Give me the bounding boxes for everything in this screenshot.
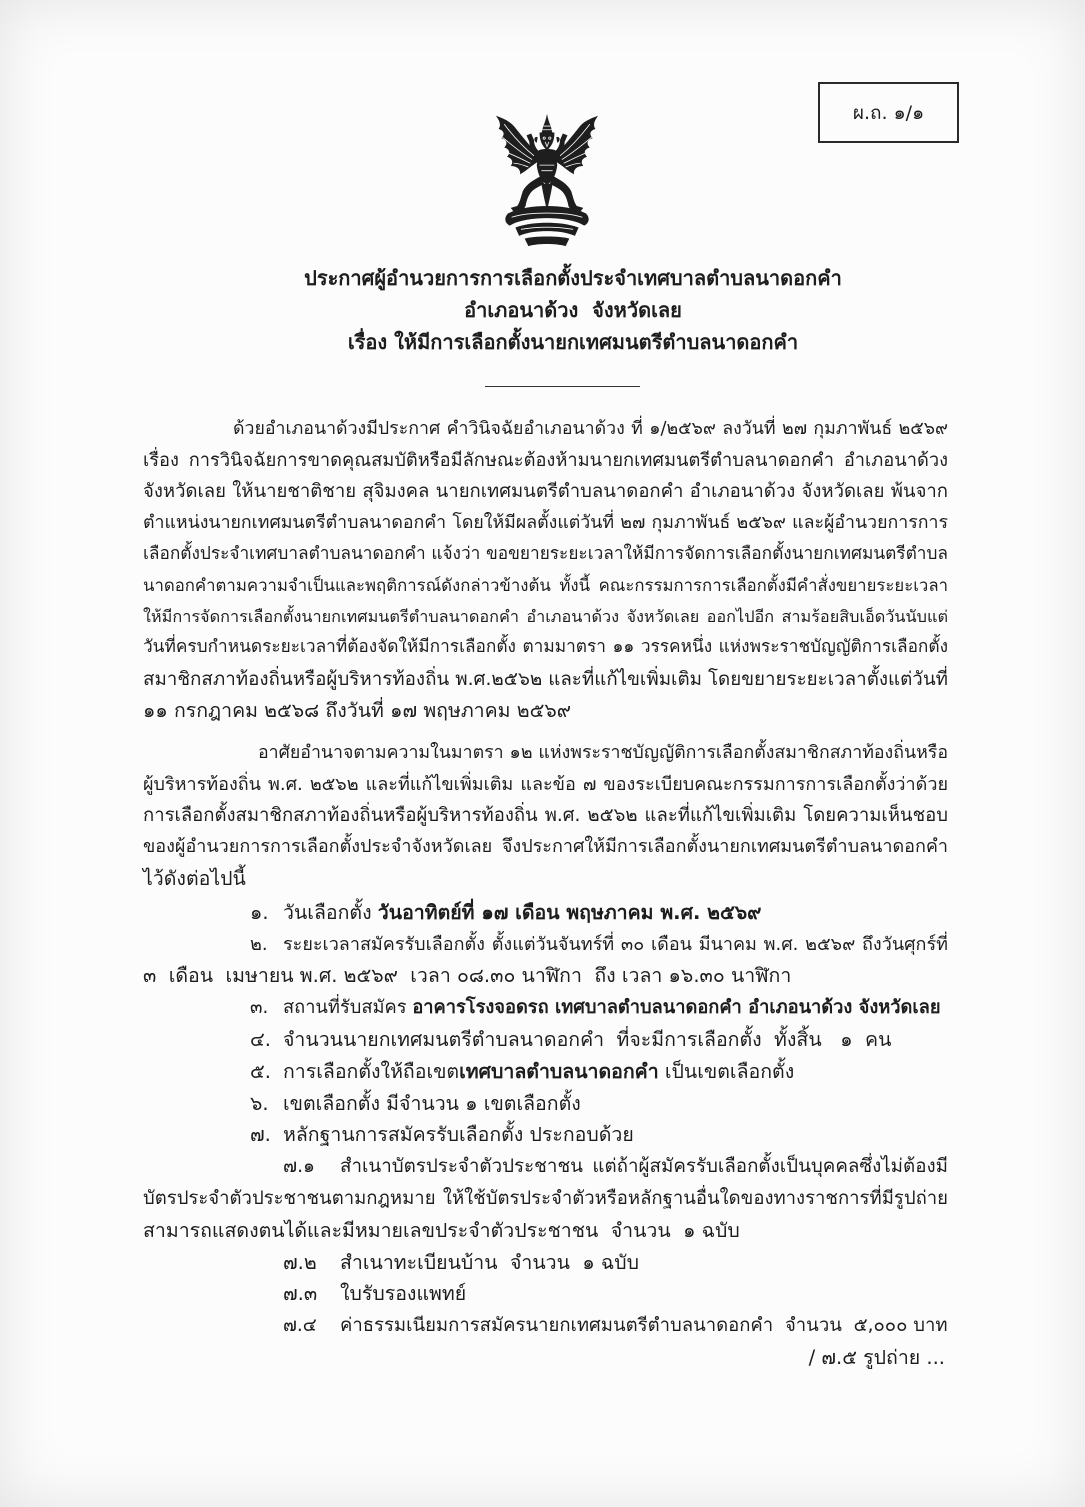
continued-marker: / ๗.๕ รูปถ่าย ... <box>808 1345 945 1369</box>
subitem-number: ๗.๒ <box>283 1250 317 1274</box>
title-subject: เรื่อง ให้มีการเลือกตั้งนายกเทศมนตรีตำบลนาดอกคำ <box>347 330 799 354</box>
item-label: การเลือกตั้งให้ถือเขต <box>283 1059 460 1083</box>
item-value: วันอาทิตย์ที่ ๑๗ เดือน พฤษภาคม พ.ศ. ๒๕๖๙ <box>377 900 762 924</box>
preamble-line: เลือกตั้งประจำเทศบาลตำบลนาดอกคำ แจ้งว่า ขอขยายระยะเวลาให้มีการจัดการเลือกตั้งนายกเทศมนตรีตำบล <box>143 543 948 564</box>
item-number: ๑. <box>250 900 269 924</box>
item-constituency-count <box>143 1088 948 1120</box>
preamble-line: ตำแหน่งนายกเทศมนตรีตำบลนาดอกคำ โดยให้มีผลตั้งแต่วันที่ ๒๗ กุมภาพันธ์ ๒๕๖๙ และผู้อำนวยการการ <box>143 512 948 533</box>
item-constituency <box>143 1056 948 1088</box>
item-text: เขตเลือกตั้ง มีจำนวน ๑ เขตเลือกตั้ง <box>283 1091 581 1115</box>
subitem-application-fee <box>143 1310 948 1342</box>
authority-line: อาศัยอำนาจตามความในมาตรา ๑๒ แห่งพระราชบัญญัติการเลือกตั้งสมาชิกสภาท้องถิ่นหรือ <box>258 742 948 763</box>
subitem-number: ๗.๔ <box>283 1315 317 1337</box>
preamble-line: นาดอกคำตามความจำเป็นและพฤติการณ์ดังกล่าวข้างต้น ทั้งนี้ คณะกรรมการการเลือกตั้งมีคำสั่งขยายระยะเวลา <box>143 574 948 595</box>
subitem-house-registration <box>143 1247 948 1279</box>
item-application-period <box>143 929 948 961</box>
subitem-number: ๗.๓ <box>283 1282 318 1306</box>
subitem-text: สำเนาบัตรประจำตัวประชาชน แต่ถ้าผู้สมัครรับเลือกตั้งเป็นบุคคลซึ่งไม่ต้องมี <box>340 1156 948 1178</box>
form-code-box <box>818 82 959 143</box>
announcement-items <box>143 897 948 1374</box>
item-text: หลักฐานการสมัครรับเลือกตั้ง ประกอบด้วย <box>283 1123 634 1147</box>
item-number: ๓. <box>250 997 269 1019</box>
authority-paragraph <box>143 738 948 894</box>
form-code: ผ.ถ. ๑/๑ <box>852 101 925 124</box>
preamble-line: เรื่อง การวินิจฉัยการขาดคุณสมบัติหรือมีลักษณะต้องห้ามนายกเทศมนตรีตำบลนาดอกคำ อำเภอนาด้วง <box>143 450 948 472</box>
item-label: สถานที่รับสมัคร <box>283 997 413 1019</box>
item-label-after: เป็นเขตเลือกตั้ง <box>658 1059 795 1083</box>
item-application-place <box>143 992 948 1024</box>
authority-line: การเลือกตั้งสมาชิกสภาท้องถิ่นหรือผู้บริหารท้องถิ่น พ.ศ. ๒๕๖๒ และที่แก้ไขเพิ่มเติม โดยความเห็นชอบ <box>143 805 948 827</box>
item-number: ๕. <box>250 1059 271 1083</box>
subitem-medical-certificate <box>143 1278 948 1310</box>
item-value: เทศบาลตำบลนาดอกคำ <box>459 1059 659 1083</box>
garuda-icon <box>491 113 603 247</box>
preamble-line: จังหวัดเลย ให้นายชาติชาย สุจิมงคล นายกเทศมนตรีตำบลนาดอกคำ อำเภอนาด้วง จังหวัดเลย พ้นจาก <box>143 481 948 503</box>
item-number: ๒. <box>250 933 268 955</box>
announcement-title <box>143 262 1003 358</box>
authority-line: ผู้บริหารท้องถิ่น พ.ศ. ๒๕๖๒ และที่แก้ไขเพิ่มเติม และข้อ ๗ ของระเบียบคณะกรรมการการเลือกตั้งว่าด้วย <box>143 774 948 796</box>
preamble-paragraph <box>143 414 948 726</box>
announcement-body <box>143 414 948 1374</box>
subitem-id-card <box>143 1151 948 1183</box>
item-number: ๖. <box>250 1091 269 1115</box>
authority-line: ไว้ดังต่อไปนี้ <box>143 866 246 890</box>
item-seat-count <box>143 1024 948 1056</box>
item-value: อาคารโรงจอดรถ เทศบาลตำบลนาดอกคำ อำเภอนาด้วง จังหวัดเลย <box>412 997 941 1019</box>
subitem-id-card-cont: บัตรประจำตัวประชาชนตามกฎหมาย ให้ใช้บัตรประจำตัวหรือหลักฐานอื่นใดของทางราชการที่มีรูปถ่าย <box>143 1187 948 1209</box>
title-district: อำเภอนาด้วง จังหวัดเลย <box>464 298 682 322</box>
item-text: จำนวนนายกเทศมนตรีตำบลนาดอกคำ ที่จะมีการเลือกตั้ง ทั้งสิ้น ๑ คน <box>283 1028 892 1051</box>
item-election-date <box>143 897 948 929</box>
item-required-documents <box>143 1119 948 1151</box>
title-divider <box>485 386 640 387</box>
subitem-id-card-cont: สามารถแสดงตนได้และมีหมายเลขประจำตัวประชาชน จำนวน ๑ ฉบับ <box>143 1218 740 1242</box>
subitem-number: ๗.๑ <box>283 1156 315 1178</box>
item-number: ๗. <box>250 1123 271 1147</box>
item-label: วันเลือกตั้ง <box>283 900 378 924</box>
item-number: ๔. <box>250 1028 271 1051</box>
authority-line: ของผู้อำนวยการการเลือกตั้งประจำจังหวัดเลย จึงประกาศให้มีการเลือกตั้งนายกเทศมนตรีตำบลนาดอกคำ <box>143 836 948 858</box>
preamble-line: ๑๑ กรกฎาคม ๒๕๖๘ ถึงวันที่ ๑๗ พฤษภาคม ๒๕๖๙ <box>143 698 572 722</box>
subitem-text: ใบรับรองแพทย์ <box>340 1282 467 1306</box>
subitem-text: สำเนาทะเบียนบ้าน จำนวน ๑ ฉบับ <box>340 1250 639 1274</box>
title-issuer: ประกาศผู้อำนวยการการเลือกตั้งประจำเทศบาลตำบลนาดอกคำ <box>304 266 842 290</box>
item-text: ระยะเวลาสมัครรับเลือกตั้ง ตั้งแต่วันจันทร์ที่ ๓๐ เดือน มีนาคม พ.ศ. ๒๕๖๙ ถึงวันศุกร์ที่ <box>283 933 948 955</box>
garuda-emblem <box>491 113 603 247</box>
preamble-line: ให้มีการจัดการเลือกตั้งนายกเทศมนตรีตำบลนาดอกคำ อำเภอนาด้วง จังหวัดเลย ออกไปอีก สามร้อยสิบเอ็ดวันนับแต่ <box>143 607 948 627</box>
preamble-line: วันที่ครบกำหนดระยะเวลาที่ต้องจัดให้มีการเลือกตั้ง ตามมาตรา ๑๑ วรรคหนึ่ง แห่งพระราชบัญญัติการเลือกตั้ง <box>143 637 948 658</box>
item-application-period-cont: ๓ เดือน เมษายน พ.ศ. ๒๕๖๙ เวลา ๐๘.๓๐ นาฬิกา ถึง เวลา ๑๖.๓๐ นาฬิกา <box>143 964 792 988</box>
subitem-text: ค่าธรรมเนียมการสมัครนายกเทศมนตรีตำบลนาดอกคำ จำนวน ๕,๐๐๐ บาท <box>340 1315 948 1337</box>
preamble-line: สมาชิกสภาท้องถิ่นหรือผู้บริหารท้องถิ่น พ.ศ.๒๕๖๒ และที่แก้ไขเพิ่มเติม โดยขยายระยะเวลาตั้งแต่วันที่ <box>143 668 948 690</box>
preamble-line: ด้วยอำเภอนาด้วงมีประกาศ คำวินิจฉัยอำเภอนาด้วง ที่ ๑/๒๕๖๙ ลงวันที่ ๒๗ กุมภาพันธ์ ๒๕๖๙ <box>233 419 948 439</box>
